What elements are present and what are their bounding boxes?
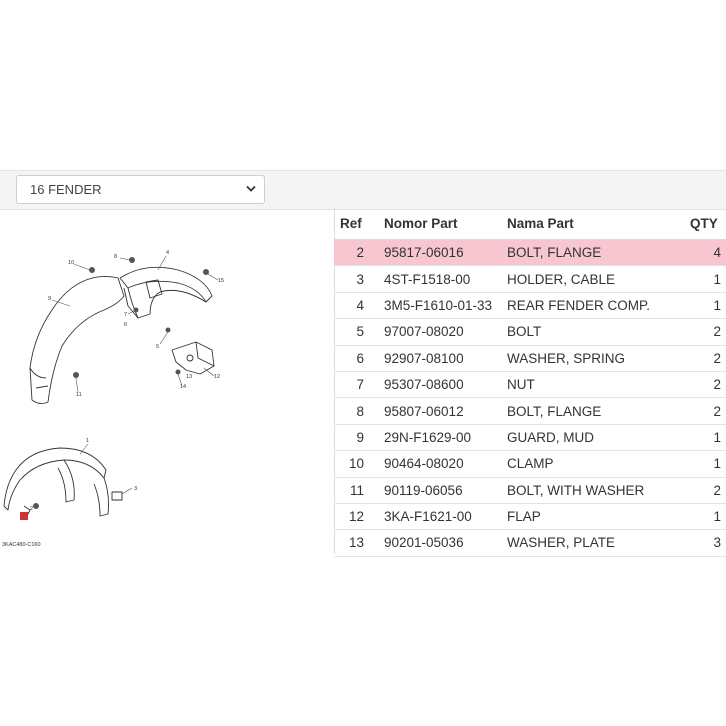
row-ref: 3 (334, 266, 374, 292)
svg-text:14: 14 (180, 384, 187, 390)
diagram-code: 3KAC480-C160 (2, 542, 41, 548)
row-qty: 1 (682, 503, 726, 529)
row-name: CLAMP (505, 451, 682, 477)
row-part-no: 3M5-F1610-01-33 (374, 292, 505, 318)
chevron-down-icon (246, 185, 256, 193)
table-row[interactable] (334, 240, 726, 266)
svg-text:3: 3 (134, 486, 138, 492)
svg-text:7: 7 (124, 312, 128, 318)
row-name: BOLT, FLANGE (505, 398, 682, 424)
svg-text:15: 15 (218, 278, 225, 284)
row-qty: 4 (682, 240, 726, 266)
row-name: BOLT (505, 319, 682, 345)
table-row[interactable] (334, 319, 726, 345)
svg-text:8: 8 (114, 254, 118, 260)
row-name: HOLDER, CABLE (505, 266, 682, 292)
row-name: GUARD, MUD (505, 424, 682, 450)
svg-text:11: 11 (76, 392, 82, 398)
table-row[interactable] (334, 424, 726, 450)
header-name: Nama Part (505, 208, 682, 240)
svg-text:9: 9 (48, 296, 52, 302)
row-qty: 2 (682, 398, 726, 424)
table-row[interactable] (334, 371, 726, 397)
table-header-row (334, 208, 726, 240)
row-name: NUT (505, 371, 682, 397)
parts-table (334, 208, 726, 557)
row-part-no: 3KA-F1621-00 (374, 503, 505, 529)
row-ref: 13 (334, 530, 374, 556)
row-name: WASHER, SPRING (505, 345, 682, 371)
svg-text:5: 5 (156, 344, 160, 350)
row-qty: 2 (682, 477, 726, 503)
row-part-no: 29N-F1629-00 (374, 424, 505, 450)
row-part-no: 92907-08100 (374, 345, 505, 371)
parts-diagram (0, 210, 334, 555)
table-row[interactable] (334, 398, 726, 424)
row-qty: 3 (682, 530, 726, 556)
row-qty: 1 (682, 292, 726, 318)
header-qty: QTY (682, 208, 726, 240)
row-qty: 1 (682, 451, 726, 477)
row-part-no: 4ST-F1518-00 (374, 266, 505, 292)
row-ref: 8 (334, 398, 374, 424)
row-ref: 2 (334, 240, 374, 266)
table-row[interactable] (334, 503, 726, 529)
row-part-no: 95807-06012 (374, 398, 505, 424)
section-select[interactable] (16, 175, 265, 204)
row-part-no: 90201-05036 (374, 530, 505, 556)
header-ref: Ref (334, 208, 374, 240)
row-part-no: 95817-06016 (374, 240, 505, 266)
svg-text:1: 1 (86, 438, 90, 444)
row-ref: 4 (334, 292, 374, 318)
row-ref: 7 (334, 371, 374, 397)
table-row[interactable] (334, 530, 726, 556)
row-part-no: 90119-06056 (374, 477, 505, 503)
table-row[interactable] (334, 477, 726, 503)
table-row[interactable] (334, 292, 726, 318)
table-row[interactable] (334, 266, 726, 292)
row-name: BOLT, FLANGE (505, 240, 682, 266)
row-ref: 10 (334, 451, 374, 477)
row-part-no: 95307-08600 (374, 371, 505, 397)
table-row[interactable] (334, 345, 726, 371)
svg-text:6: 6 (124, 322, 128, 328)
header-part-no: Nomor Part (374, 208, 505, 240)
svg-text:4: 4 (166, 250, 170, 256)
row-ref: 11 (334, 477, 374, 503)
table-row[interactable] (334, 451, 726, 477)
row-name: FLAP (505, 503, 682, 529)
row-name: WASHER, PLATE (505, 530, 682, 556)
row-qty: 1 (682, 266, 726, 292)
row-name: BOLT, WITH WASHER (505, 477, 682, 503)
row-ref: 6 (334, 345, 374, 371)
row-part-no: 97007-08020 (374, 319, 505, 345)
row-qty: 2 (682, 345, 726, 371)
toolbar (0, 170, 726, 210)
parts-table-container (334, 208, 726, 557)
svg-text:13: 13 (186, 374, 193, 380)
row-qty: 2 (682, 371, 726, 397)
section-select-value: 16 FENDER (30, 182, 102, 197)
svg-text:12: 12 (214, 374, 221, 380)
row-name: REAR FENDER COMP. (505, 292, 682, 318)
svg-text:10: 10 (68, 260, 75, 266)
row-qty: 1 (682, 424, 726, 450)
row-ref: 9 (334, 424, 374, 450)
row-part-no: 90464-08020 (374, 451, 505, 477)
svg-text:2: 2 (30, 506, 34, 512)
row-qty: 2 (682, 319, 726, 345)
row-ref: 12 (334, 503, 374, 529)
row-ref: 5 (334, 319, 374, 345)
